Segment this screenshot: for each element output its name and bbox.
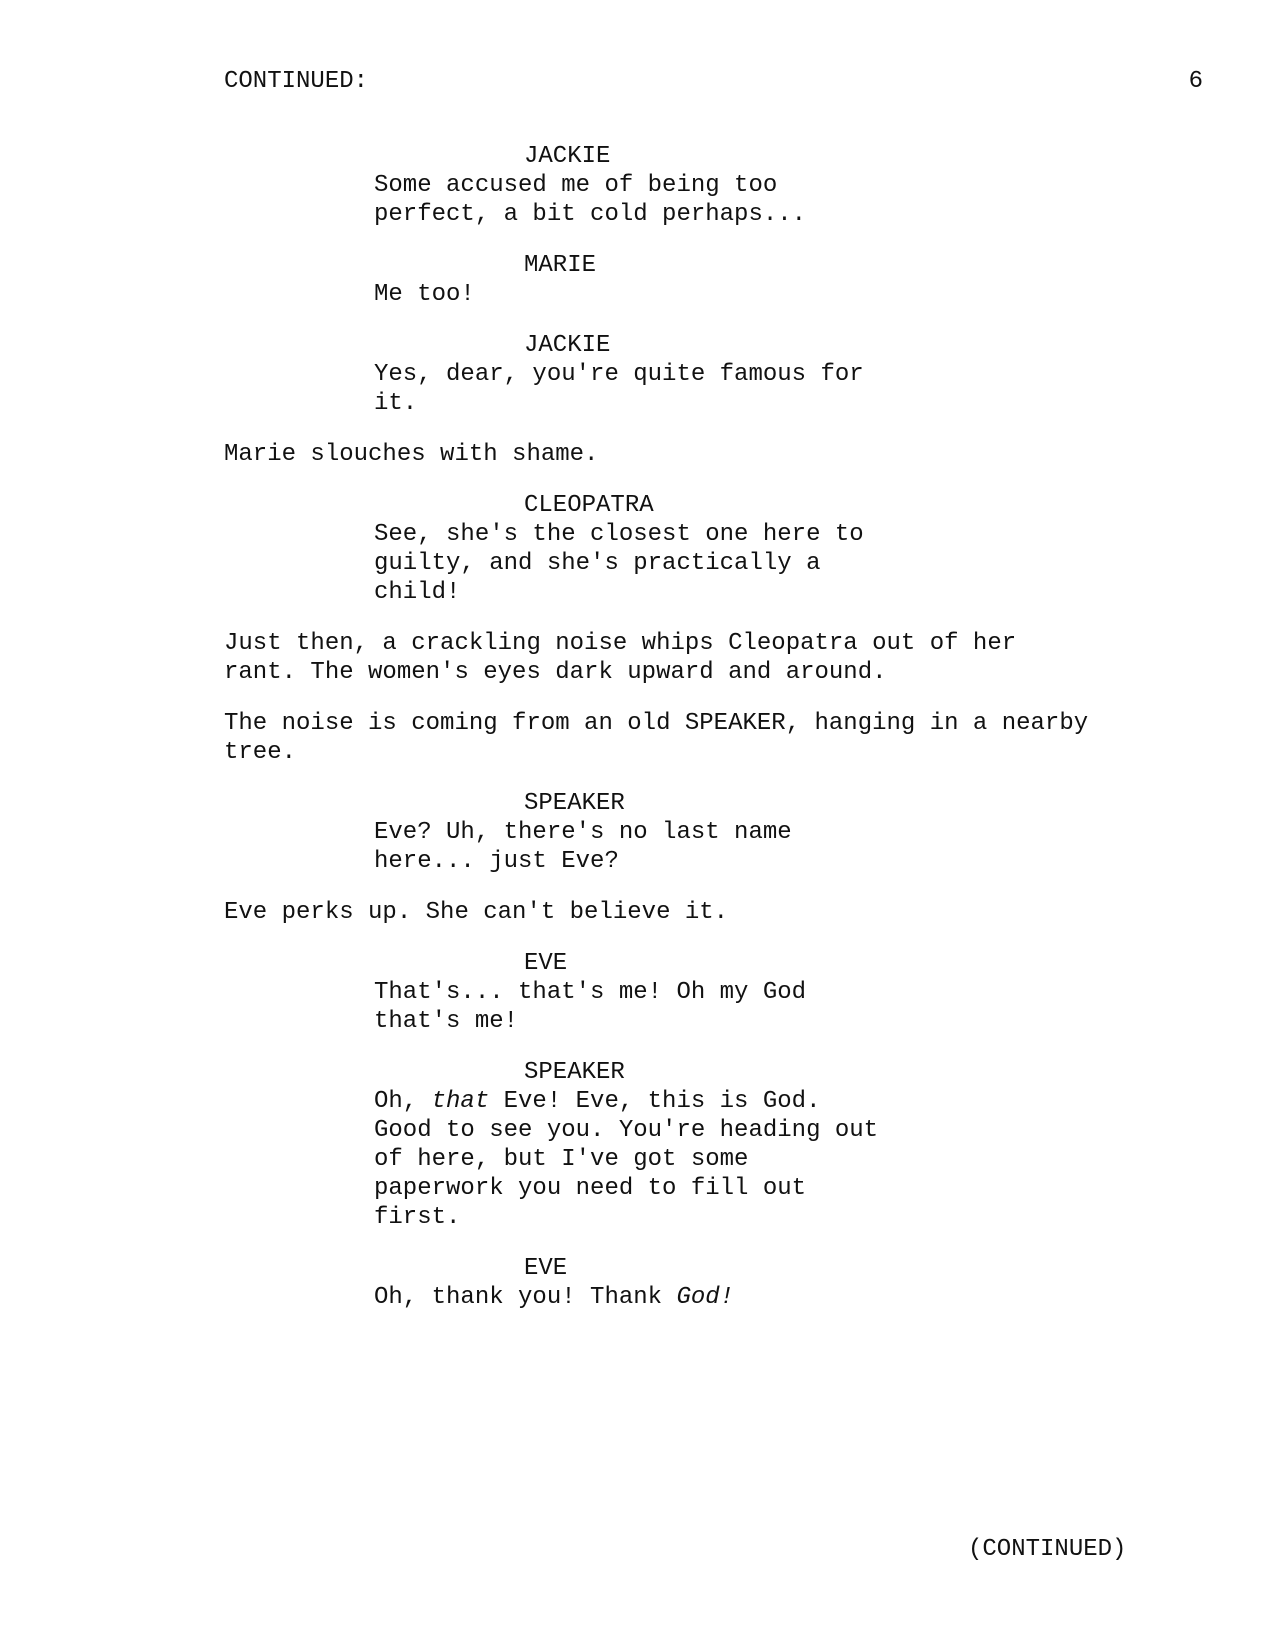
- page-number: 6: [1188, 68, 1203, 95]
- dialogue-line: that's me!: [374, 1008, 519, 1035]
- dialogue-block: [374, 1087, 934, 1232]
- dialogue-block: [374, 818, 934, 876]
- action-text-line: Eve perks up. She can't believe it.: [224, 899, 729, 926]
- dialogue-line: Some accused me of being too: [374, 172, 778, 199]
- dialogue-line: child!: [374, 579, 461, 606]
- action-text-line: The noise is coming from an old SPEAKER, hanging in a nearby: [224, 710, 1089, 737]
- dialogue-line: See, she's the closest one here to: [374, 521, 864, 548]
- dialogue-line: of here, but I've got some: [374, 1146, 749, 1173]
- dialogue-block: [374, 978, 934, 1036]
- dialogue-block: [374, 360, 934, 418]
- dialogue-line: it.: [374, 390, 418, 417]
- character-cue: EVE: [524, 950, 568, 977]
- dialogue-line: here... just Eve?: [374, 848, 619, 875]
- dialogue-line: paperwork you need to fill out: [374, 1175, 807, 1202]
- continued-header: CONTINUED:: [224, 68, 369, 95]
- character-cue: JACKIE: [524, 332, 611, 359]
- character-cue: EVE: [524, 1255, 568, 1282]
- action-text-line: Marie slouches with shame.: [224, 441, 599, 468]
- dialogue-line: Me too!: [374, 281, 475, 308]
- continued-footer: (CONTINUED): [968, 1536, 1127, 1563]
- dialogue-line: perfect, a bit cold perhaps...: [374, 201, 807, 228]
- dialogue-block: [374, 171, 934, 229]
- dialogue-line: Oh, that Eve! Eve, this is God.: [374, 1088, 821, 1115]
- dialogue-line: Eve? Uh, there's no last name: [374, 819, 792, 846]
- dialogue-line: Good to see you. You're heading out: [374, 1117, 879, 1144]
- action-text-line: rant. The women's eyes dark upward and around.: [224, 659, 887, 686]
- dialogue-line: guilty, and she's practically a: [374, 550, 821, 577]
- character-cue: JACKIE: [524, 143, 611, 170]
- character-cue: MARIE: [524, 252, 597, 279]
- action-line: [224, 629, 1134, 687]
- action-text-line: tree.: [224, 739, 297, 766]
- dialogue-line: Yes, dear, you're quite famous for: [374, 361, 864, 388]
- dialogue-block: [374, 1283, 934, 1312]
- dialogue-line: Oh, thank you! Thank God!: [374, 1284, 735, 1311]
- dialogue-block: [374, 520, 934, 607]
- action-line: [224, 898, 1134, 927]
- dialogue-line: That's... that's me! Oh my God: [374, 979, 807, 1006]
- character-cue: CLEOPATRA: [524, 492, 654, 519]
- character-cue: SPEAKER: [524, 1059, 625, 1086]
- action-text-line: Just then, a crackling noise whips Cleopatra out of her: [224, 630, 1017, 657]
- dialogue-block: [374, 280, 934, 309]
- action-line: [224, 709, 1134, 767]
- dialogue-line: first.: [374, 1204, 461, 1231]
- character-cue: SPEAKER: [524, 790, 625, 817]
- action-line: [224, 440, 1134, 469]
